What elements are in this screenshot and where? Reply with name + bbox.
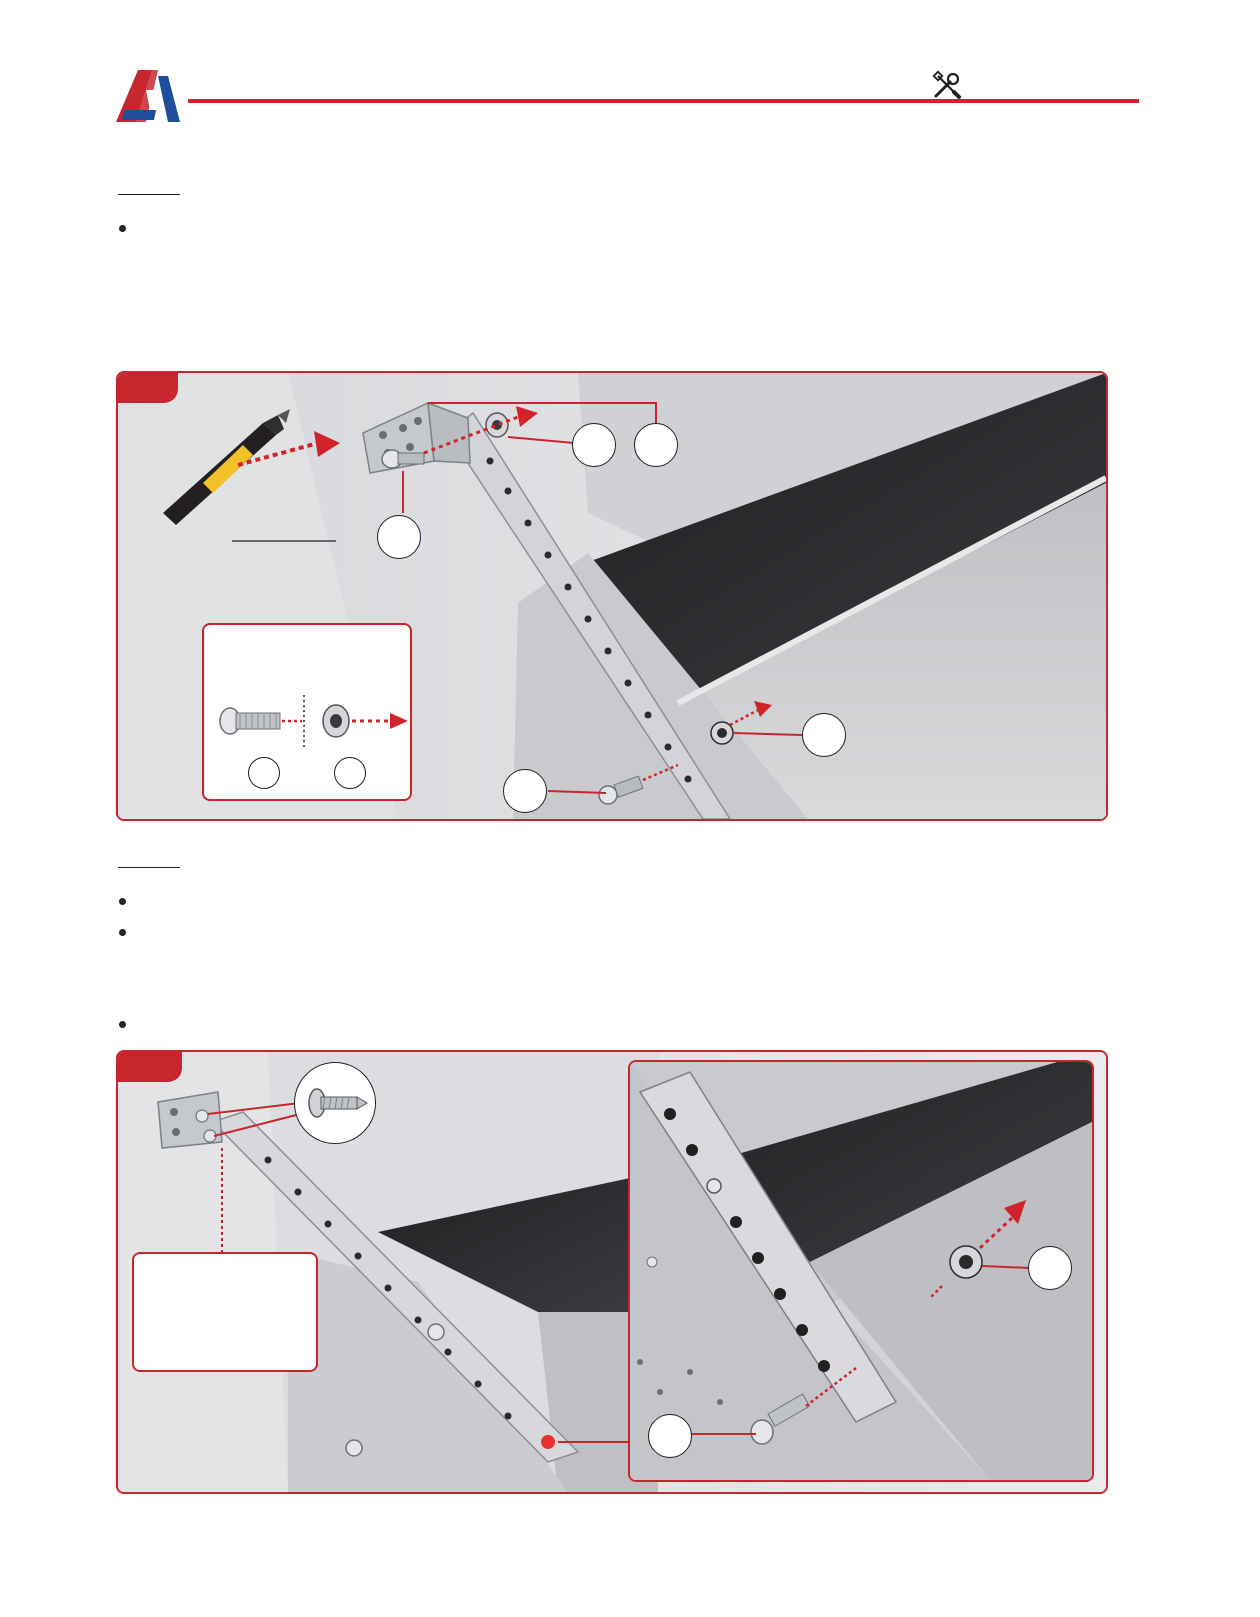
section-label-2 [118, 866, 180, 868]
bullet-4 [119, 1021, 126, 1028]
note-box [132, 1252, 318, 1372]
bullet-3 [119, 929, 126, 936]
step-tag-2 [118, 1052, 182, 1082]
callout-circle [1028, 1246, 1072, 1290]
callout-circle [334, 757, 366, 789]
callout-circle [648, 1414, 692, 1458]
section-label-1 [118, 193, 180, 195]
flange-nut-icon [711, 722, 733, 744]
step-panel-1 [116, 371, 1108, 821]
brand-logo [116, 70, 184, 126]
tools-icon [932, 70, 962, 100]
zoom-detail-inset [628, 1060, 1094, 1482]
bullet-2 [119, 898, 126, 905]
step-panel-2 [116, 1050, 1108, 1494]
step-tag-1 [118, 373, 178, 403]
hardware-detail-inset [202, 623, 412, 801]
bullet-1 [119, 225, 126, 232]
flange-nut-icon [486, 413, 508, 437]
flange-nut-icon [950, 1246, 982, 1278]
angle-bracket [158, 1092, 222, 1148]
callout-circle [572, 423, 616, 467]
callout-circle [377, 515, 421, 559]
self-tapping-screw-icon [294, 1062, 376, 1144]
header-rule [188, 99, 1139, 103]
bolt-icon [220, 708, 280, 734]
flange-nut-icon [323, 705, 349, 737]
callout-circle [802, 713, 846, 757]
callout-circle [248, 757, 280, 789]
callout-circle [503, 769, 547, 813]
callout-circle [634, 423, 678, 467]
